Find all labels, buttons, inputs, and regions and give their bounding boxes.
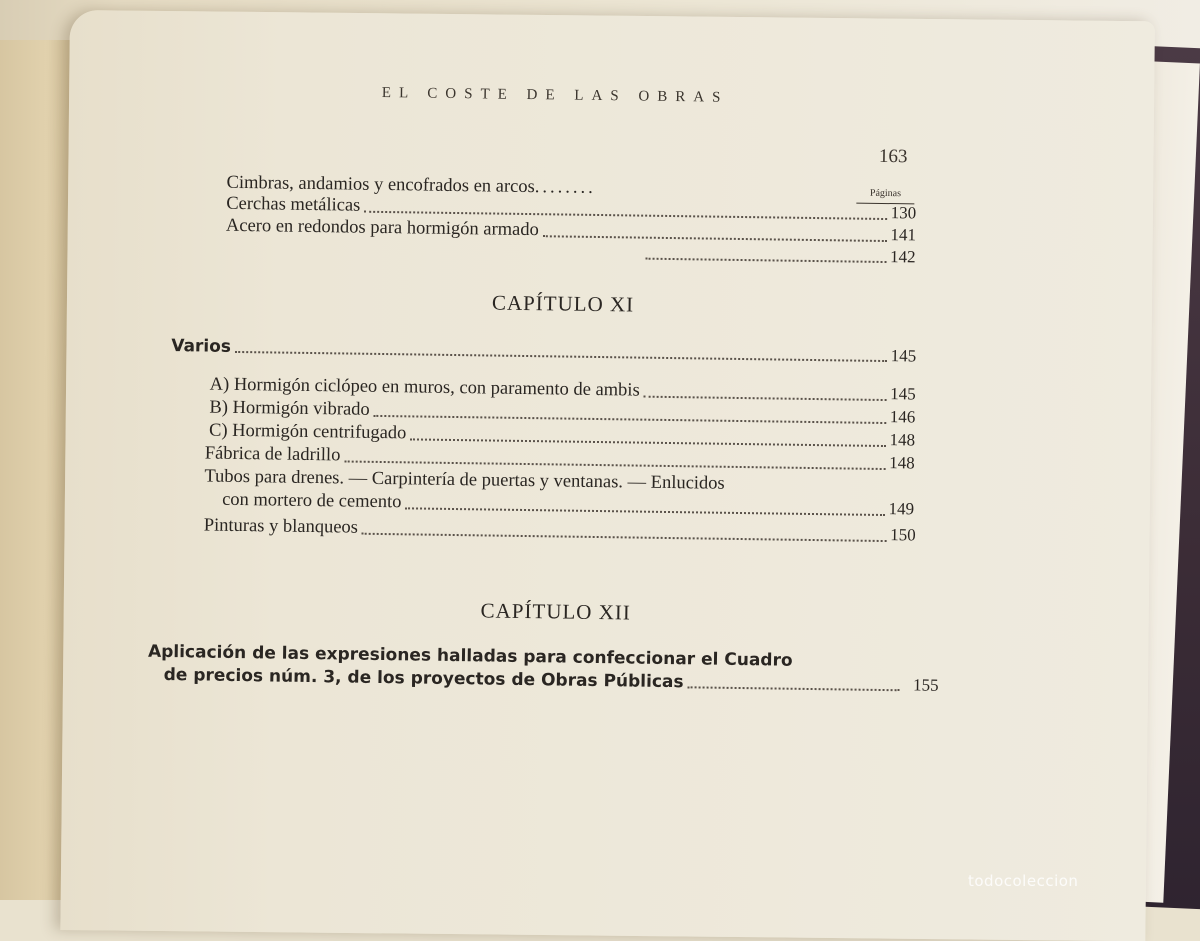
toc-entry-hormigon-vibrado: B) Hormigón vibrado 146: [209, 397, 916, 427]
page-number: 163: [878, 145, 908, 168]
toc-entry-hormigon-ciclopeo: A) Hormigón ciclópeo en muros, con paramento de ambis 145: [209, 374, 916, 404]
toc-entry-cimbras: Cimbras, andamios y encofrados en arcos........: [226, 172, 596, 198]
toc-entry-cerchas: Cerchas metálicas 130: [226, 193, 917, 223]
toc-entry-varios: Varios 145: [171, 336, 917, 366]
watermark-text: todocoleccion: [968, 872, 1079, 890]
chapter-12-title: CAPÍTULO XII: [480, 598, 632, 625]
paginas-label: Páginas: [856, 188, 914, 205]
toc-entry-fabrica-ladrillo: Fábrica de ladrillo 148: [204, 443, 915, 473]
toc-entry-pinturas: Pinturas y blanqueos 150: [203, 515, 916, 545]
chapter-11-title: CAPÍTULO XI: [491, 290, 635, 317]
running-head: EL COSTE DE LAS OBRAS: [381, 84, 729, 106]
toc-entry-aplicacion-line1: Aplicación de las expresiones halladas para confeccionar el Cuadro: [147, 641, 793, 671]
toc-entry-acero-continued: 142: [641, 244, 915, 268]
toc-entry-tubos-line1: Tubos para drenes. — Carpintería de puertas y ventanas. — Enlucidos: [204, 466, 725, 494]
toc-entry-acero: Acero en redondos para hormigón armado 141: [225, 215, 917, 245]
toc-entry-hormigon-centrifugado: C) Hormigón centrifugado 148: [208, 420, 916, 450]
toc-entry-aplicacion-line2: de precios núm. 3, de los proyectos de Obras Públicas 155: [163, 664, 939, 695]
toc-entry-tubos-line2: con mortero de cemento 149: [222, 489, 915, 519]
